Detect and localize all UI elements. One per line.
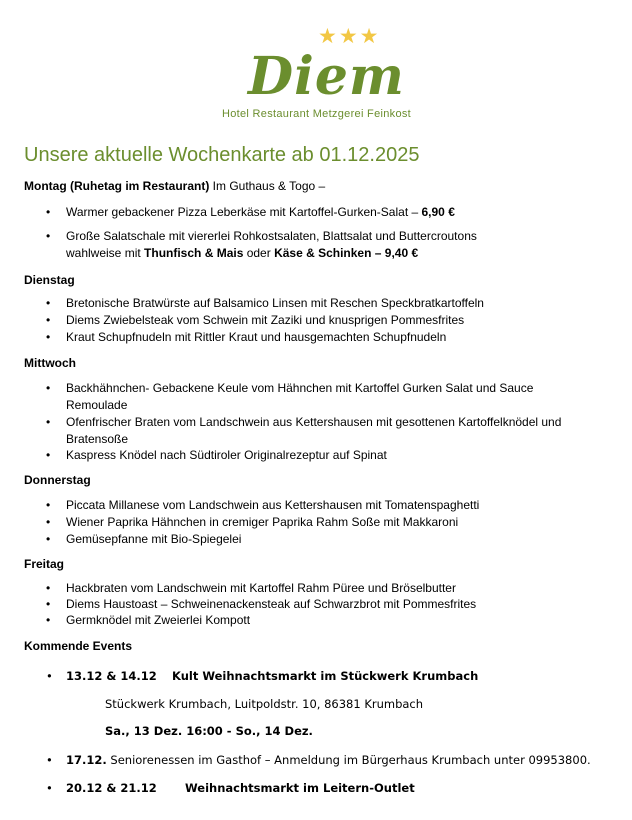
- logo-stars: ★★★: [318, 25, 381, 48]
- menu-item: Bretonische Bratwürste auf Balsamico Linsen mit Reschen Speckbratkartoffeln: [66, 296, 484, 310]
- day-heading-montag: Montag (Ruhetag im Restaurant) Im Guthaus & Togo –: [24, 179, 326, 193]
- day-heading-freitag: Freitag: [24, 557, 65, 571]
- menu-item-cont: wahlweise mit Thunfisch & Mais oder Käse & Schinken – 9,40 €: [66, 246, 419, 260]
- menu-item: Diems Zwiebelsteak vom Schwein mit Zaziki und knusprigen Pommesfrites: [66, 313, 465, 327]
- menu-item: Kraut Schupfnudeln mit Rittler Kraut und hausgemachten Schupfnudeln: [66, 330, 447, 344]
- bullet: •: [46, 296, 51, 310]
- menu-item-cont: Bratensoße: [66, 432, 129, 446]
- menu-item: Wiener Paprika Hähnchen in cremiger Paprika Rahm Soße mit Makkaroni: [66, 515, 459, 529]
- event-date: 20.12 & 21.12: [66, 781, 157, 795]
- bullet: •: [46, 781, 53, 795]
- day-heading-mittwoch: Mittwoch: [24, 356, 76, 370]
- event-title: Weihnachtsmarkt im Leitern-Outlet: [185, 781, 415, 795]
- bullet: •: [46, 581, 51, 595]
- menu-item: Kaspress Knödel nach Südtiroler Originalrezeptur auf Spinat: [66, 448, 387, 462]
- logo-tagline: Hotel Restaurant Metzgerei Feinkost: [222, 108, 412, 120]
- day-heading-dienstag: Dienstag: [24, 273, 75, 287]
- bullet: •: [46, 498, 51, 512]
- event-date: 13.12 & 14.12: [66, 669, 157, 683]
- events-heading: Kommende Events: [24, 639, 133, 653]
- bullet: •: [46, 597, 51, 611]
- bullet: •: [46, 330, 51, 344]
- event-title: Kult Weihnachtsmarkt im Stückwerk Krumbach: [172, 669, 479, 683]
- menu-item: Germknödel mit Zweierlei Kompott: [66, 613, 251, 627]
- menu-item-cont: Remoulade: [66, 398, 128, 412]
- menu-item: Große Salatschale mit viererlei Rohkostsalaten, Blattsalat und Buttercroutons: [66, 229, 477, 243]
- bullet: •: [46, 613, 51, 627]
- menu-item: Hackbraten vom Landschwein mit Kartoffel Rahm Püree und Bröselbutter: [66, 581, 456, 595]
- bullet: •: [46, 205, 51, 219]
- bullet: •: [46, 669, 53, 683]
- bullet: •: [46, 515, 51, 529]
- menu-item: Piccata Millanese vom Landschwein aus Kettershausen mit Tomatenspaghetti: [66, 498, 480, 512]
- menu-item: Backhähnchen- Gebackene Keule vom Hähnchen mit Kartoffel Gurken Salat und Sauce: [66, 381, 534, 395]
- menu-item: Ofenfrischer Braten vom Landschwein aus Kettershausen mit gesottenen Kartoffelknödel und: [66, 415, 562, 429]
- logo: Diem: [248, 46, 405, 107]
- bullet: •: [46, 229, 51, 243]
- bullet: •: [46, 532, 51, 546]
- day-heading-donnerstag: Donnerstag: [24, 473, 91, 487]
- bullet: •: [46, 448, 51, 462]
- page-title: Unsere aktuelle Wochenkarte ab 01.12.2025: [24, 144, 420, 166]
- event-time: Sa., 13 Dez. 16:00 - So., 14 Dez.: [105, 724, 313, 738]
- event-address: Stückwerk Krumbach, Luitpoldstr. 10, 86381 Krumbach: [105, 697, 424, 711]
- bullet: •: [46, 313, 51, 327]
- menu-item: Warmer gebackener Pizza Leberkäse mit Kartoffel-Gurken-Salat – 6,90 €: [66, 205, 455, 219]
- menu-item: Gemüsepfanne mit Bio-Spiegelei: [66, 532, 242, 546]
- bullet: •: [46, 381, 51, 395]
- menu-item: Diems Haustoast – Schweinenackensteak auf Schwarzbrot mit Pommesfrites: [66, 597, 477, 611]
- bullet: •: [46, 415, 51, 429]
- event-item: 17.12. Seniorenessen im Gasthof – Anmeldung im Bürgerhaus Krumbach unter 09953800.: [66, 753, 591, 767]
- bullet: •: [46, 753, 53, 767]
